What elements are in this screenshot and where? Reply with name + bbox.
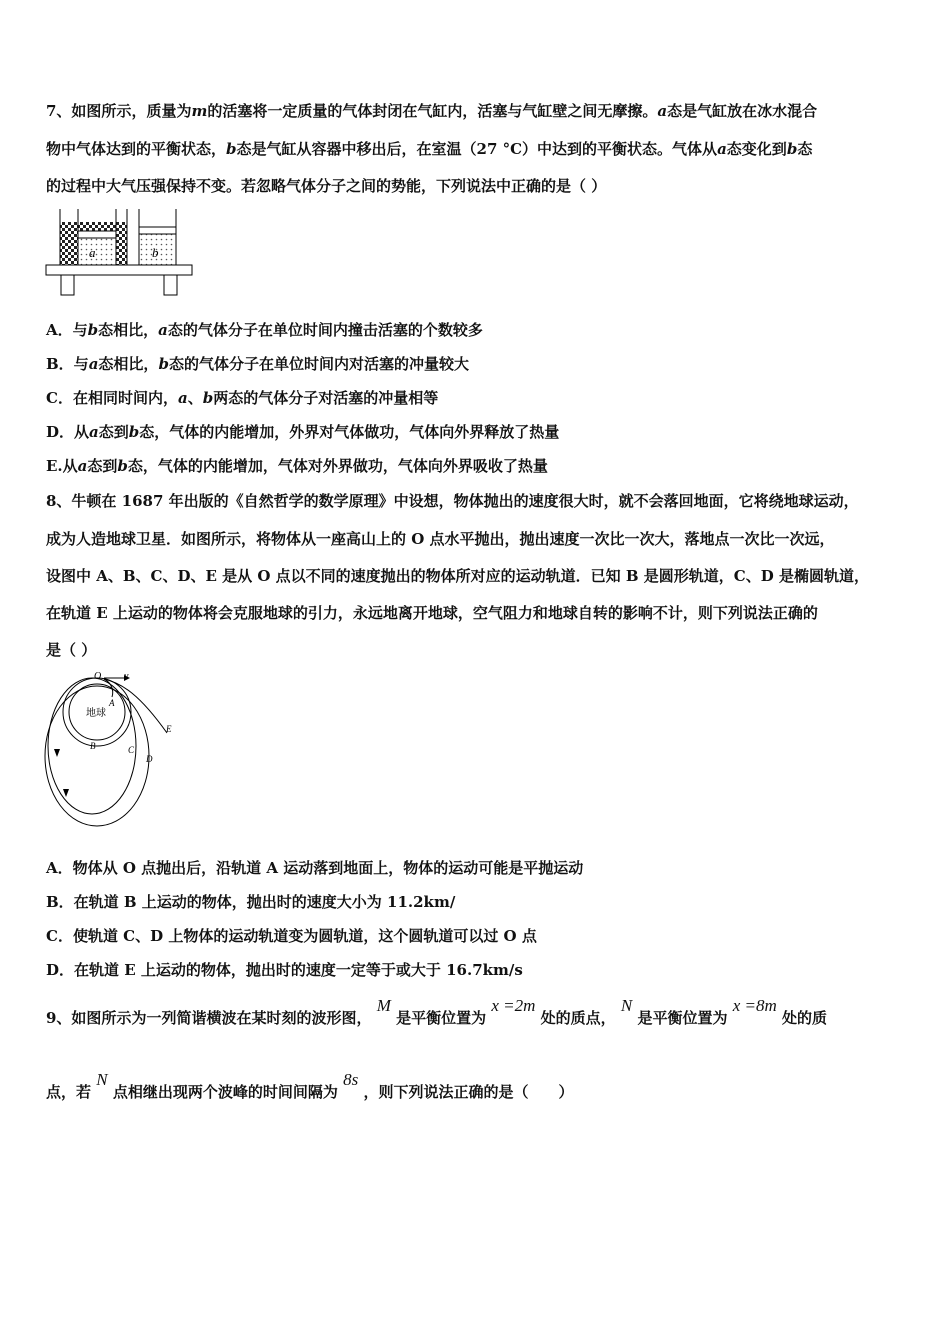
q7-option-b[interactable] — [46, 354, 469, 374]
var: a — [88, 355, 99, 373]
q8-stem-line5: 是（ ） — [46, 641, 97, 659]
q8-stem-line2: 成为人造地球卫星．如图所示，将物体从一座高山上的 O 点水平抛出，抛出速度一次比一次大，落地点一次比一次远， — [46, 530, 835, 548]
q7-option-e[interactable] — [46, 456, 548, 476]
q8-option-c[interactable]: C．使轨道 C、D 上物体的运动轨道变为圆轨道，这个圆轨道可以过 O 点 — [46, 927, 537, 945]
x-eq-2m: x =2m — [491, 996, 536, 1015]
label-earth: 地球 — [86, 708, 106, 719]
q9-stem-line2 — [46, 1070, 574, 1102]
text: A．与 — [46, 321, 88, 339]
text: 处的质 — [781, 1009, 827, 1027]
q7-option-a[interactable] — [46, 320, 483, 340]
text: 、 — [187, 389, 203, 407]
var: a — [177, 389, 188, 407]
label-b: b — [152, 245, 159, 260]
text: 态变化到 — [726, 140, 787, 158]
x-eq-8m: x =8m — [732, 996, 777, 1015]
text: 态相比， — [98, 321, 159, 339]
label-e: E — [166, 724, 172, 734]
piston-a — [78, 231, 116, 238]
q7-option-c[interactable] — [46, 388, 438, 408]
text: 点，若 — [46, 1083, 92, 1101]
label-a: a — [89, 245, 96, 260]
var-b: b — [786, 140, 798, 158]
text: 态是气缸从容器中移出后，在室温（27 °C）中达到的平衡状态。气体从 — [236, 140, 718, 158]
text: 态 — [797, 140, 813, 158]
text: 是平衡位置为 — [637, 1009, 728, 1027]
q7-stem-line3: 的过程中大气压强保持不变。若忽略气体分子之间的势能，下列说法中正确的是（ ） — [46, 177, 607, 195]
orbit-figure — [42, 671, 192, 831]
table-top — [46, 265, 192, 275]
var-a: a — [717, 140, 727, 158]
text: ，则下列说法正确的是（ ） — [363, 1083, 574, 1101]
cylinder-figure — [44, 207, 196, 299]
text: 物中气体达到的平衡状态， — [46, 140, 227, 158]
period-8s: 8s — [343, 1070, 359, 1089]
q8-stem-line1: 8、牛顿在 1687 年出版的《自然哲学的数学原理》中设想，物体抛出的速度很大时，就不会落回地面，它将绕地球运动， — [46, 492, 859, 510]
text: 态到 — [98, 423, 129, 441]
var: b — [202, 389, 214, 407]
text: 点相继出现两个波峰的时间间隔为 — [112, 1083, 338, 1101]
q8-option-a[interactable]: A．物体从 O 点抛出后，沿轨道 A 运动落到地面上，物体的运动可能是平抛运动 — [46, 859, 584, 877]
q8-option-d[interactable]: D．在轨道 E 上运动的物体，抛出时的速度一定等于或大于 16.7km/s — [46, 961, 523, 979]
label-d: D — [146, 754, 153, 764]
q9-stem-line1 — [46, 996, 827, 1028]
var-a: a — [657, 102, 668, 120]
var-n: N — [620, 996, 633, 1015]
q8-option-b[interactable]: B．在轨道 B 上运动的物体，抛出时的速度大小为 11.2km/ — [46, 893, 456, 911]
var: b — [128, 423, 140, 441]
piston-b — [139, 227, 176, 234]
var: a — [158, 321, 168, 339]
q7-stem-line2 — [46, 139, 812, 159]
text: 态相比， — [98, 355, 159, 373]
text: C．在相同时间内， — [46, 389, 178, 407]
text: B．与 — [46, 355, 89, 373]
label-v: v — [124, 671, 129, 682]
text: 7、如图所示，质量为 — [46, 102, 192, 120]
text: 是平衡位置为 — [396, 1009, 487, 1027]
var: b — [87, 321, 99, 339]
text: 态的气体分子在单位时间内对活塞的冲量较大 — [168, 355, 469, 373]
var: b — [158, 355, 169, 373]
text: 态到 — [87, 457, 118, 475]
text: 态是气缸放在冰水混合 — [667, 102, 818, 120]
gas-a — [78, 238, 116, 265]
var: a — [89, 423, 99, 441]
text: 态的气体分子在单位时间内撞击活塞的个数较多 — [167, 321, 483, 339]
text: 态，气体的内能增加，外界对气体做功，气体向外界释放了热量 — [139, 423, 560, 441]
var-m: m — [191, 102, 208, 120]
var: b — [117, 457, 128, 475]
text: 两态的气体分子对活塞的冲量相等 — [213, 389, 439, 407]
var-b: b — [226, 140, 237, 158]
q7-stem-line1 — [46, 101, 817, 121]
text: E.从 — [46, 457, 78, 475]
q8-stem-line3: 设图中 A、B、C、D、E 是从 O 点以不同的速度抛出的物体所对应的运动轨道．已知 B 是圆形轨道，C、D 是椭圆轨道， — [46, 567, 869, 585]
text: 9、如图所示为一列简谐横波在某时刻的波形图， — [46, 1009, 372, 1027]
orbit-d — [45, 686, 149, 826]
text: 的活塞将一定质量的气体封闭在气缸内，活塞与气缸壁之间无摩擦。 — [207, 102, 658, 120]
q7-option-d[interactable] — [46, 422, 559, 442]
label-a: A — [109, 698, 115, 708]
label-o: O — [94, 671, 102, 682]
label-c: C — [128, 745, 135, 755]
text: D．从 — [46, 423, 90, 441]
q8-stem-line4: 在轨道 E 上运动的物体将会克服地球的引力，永远地离开地球，空气阻力和地球自转的影响不计，则下列说法正确的 — [46, 604, 818, 622]
var-m: M — [376, 996, 391, 1015]
label-b: B — [90, 741, 96, 751]
var-n: N — [96, 1070, 108, 1089]
var: a — [77, 457, 88, 475]
text: 态，气体的内能增加，气体对外界做功，气体向外界吸收了热量 — [127, 457, 548, 475]
text: 处的质点， — [540, 1009, 616, 1027]
